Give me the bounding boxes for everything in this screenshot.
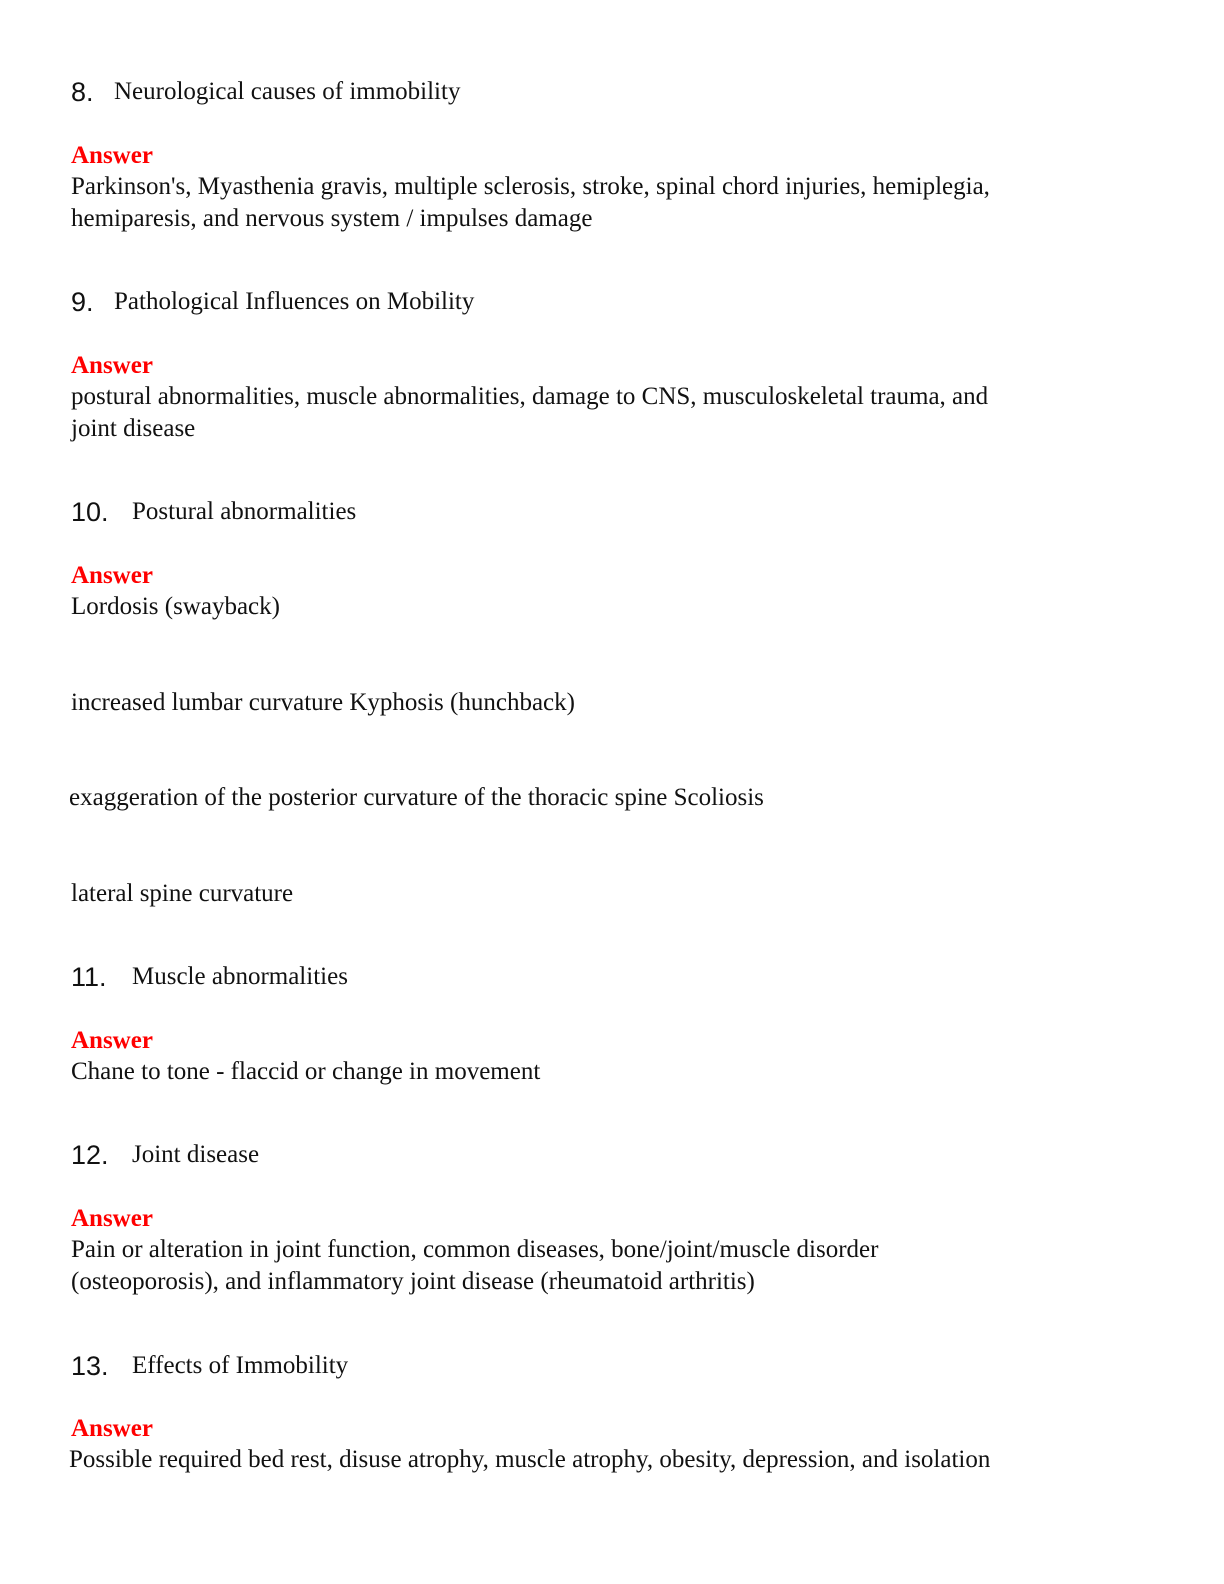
answer-line: lateral spine curvature [71,880,294,907]
question-number: 12. [71,1140,109,1170]
question-title: Postural abnormalities [132,498,357,525]
question-title: Pathological Influences on Mobility [114,288,475,315]
answer-line: hemiparesis, and nervous system / impulses damage [71,205,593,232]
answer-label: Answer [71,142,153,169]
question-title: Neurological causes of immobility [114,78,461,105]
answer-line: postural abnormalities, muscle abnormalities, damage to CNS, musculoskeletal trauma, and [71,383,989,410]
question-title: Joint disease [132,1141,260,1168]
question-number: 13. [71,1351,109,1381]
answer-label: Answer [71,1415,153,1442]
answer-line: Chane to tone - flaccid or change in movement [71,1058,541,1085]
answer-line: Lordosis (swayback) [71,593,280,620]
answer-label: Answer [71,1205,153,1232]
answer-line: Parkinson's, Myasthenia gravis, multiple sclerosis, stroke, spinal chord injuries, hemiplegia, [71,173,990,200]
answer-label: Answer [71,562,153,589]
answer-line: joint disease [71,415,196,442]
answer-label: Answer [71,352,153,379]
question-number: 11. [71,962,107,992]
question-title: Effects of Immobility [132,1352,349,1379]
question-number: 10. [71,497,109,527]
answer-line: Possible required bed rest, disuse atrophy, muscle atrophy, obesity, depression, and isolation [69,1446,991,1473]
question-number: 9. [71,287,94,317]
answer-line: exaggeration of the posterior curvature of the thoracic spine Scoliosis [69,784,764,811]
answer-label: Answer [71,1027,153,1054]
question-title: Muscle abnormalities [132,963,348,990]
question-number: 8. [71,77,94,107]
answer-line: Pain or alteration in joint function, common diseases, bone/joint/muscle disorder [71,1236,879,1263]
answer-line: increased lumbar curvature Kyphosis (hunchback) [71,689,575,716]
answer-line: (osteoporosis), and inflammatory joint disease (rheumatoid arthritis) [71,1268,755,1295]
